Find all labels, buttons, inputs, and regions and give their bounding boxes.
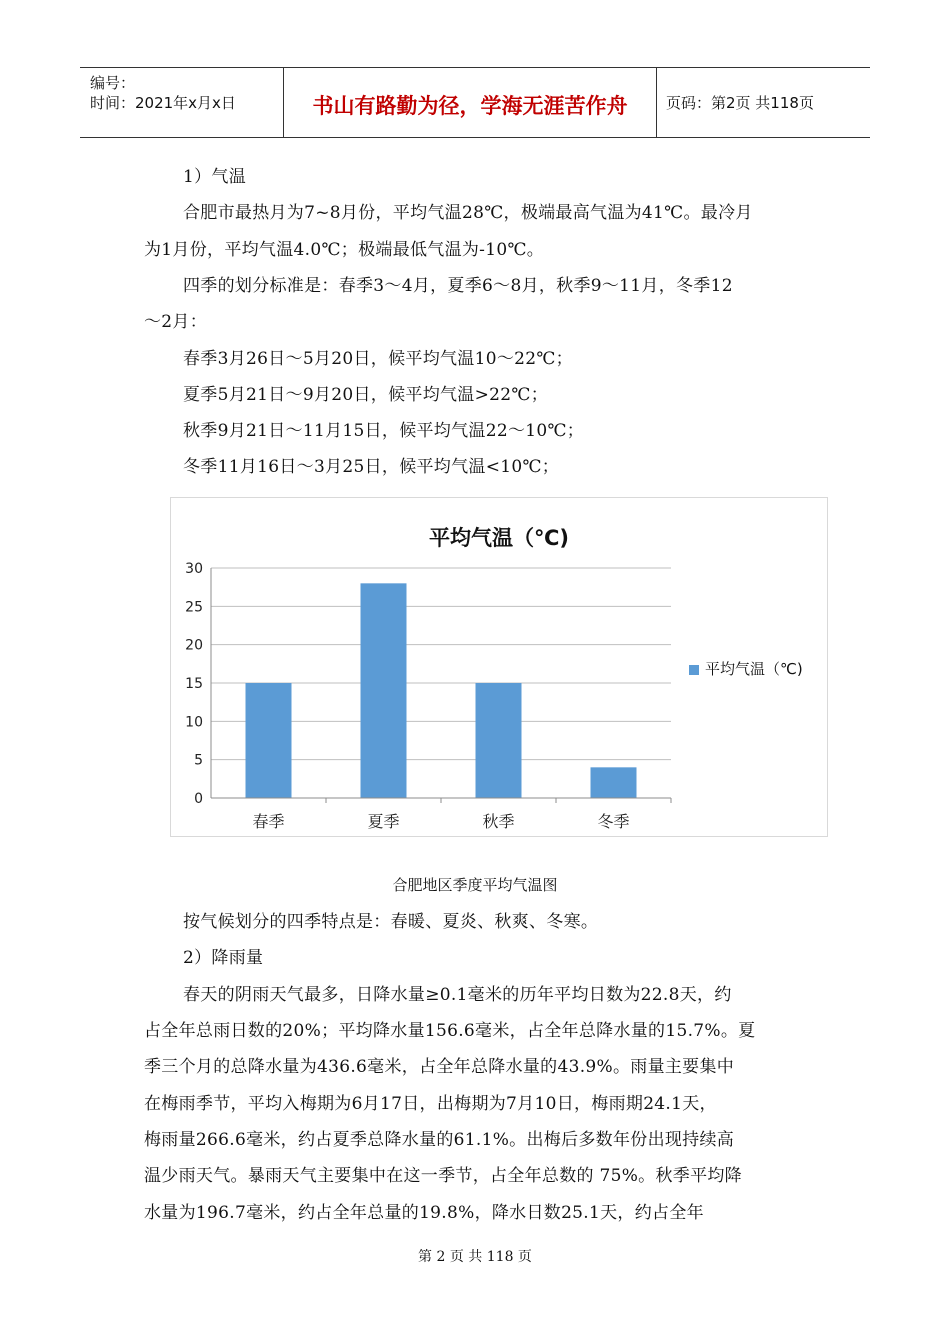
legend-swatch bbox=[689, 665, 699, 675]
season-line-winter: 冬季11月16日～3月25日，候平均气温<10℃； bbox=[183, 457, 560, 477]
y-tick-label: 0 bbox=[194, 791, 203, 807]
x-tick-label: 冬季 bbox=[597, 812, 630, 831]
chart-container bbox=[170, 497, 828, 837]
y-tick-label: 10 bbox=[185, 714, 203, 731]
paragraph-line: 梅雨量266.6毫米，约占夏季总降水量的61.1%。出梅后多数年份出现持续高 bbox=[144, 1130, 735, 1150]
bar-4 bbox=[591, 767, 637, 798]
chart-caption: 合肥地区季度平均气温图 bbox=[392, 876, 558, 894]
document-date-label: 时间：2021年x月x日 bbox=[90, 94, 236, 112]
paragraph-line: 季三个月的总降水量为436.6毫米，占全年总降水量的43.9%。雨量主要集中 bbox=[144, 1057, 735, 1077]
header-page-code: 页码：第2页 共118页 bbox=[666, 94, 814, 112]
x-tick-label: 春季 bbox=[252, 812, 285, 831]
y-tick-label: 5 bbox=[194, 752, 203, 769]
paragraph-line: 占全年总雨日数的20%；平均降水量156.6毫米，占全年总降水量的15.7%。夏 bbox=[144, 1021, 756, 1041]
document-number-label: 编号： bbox=[90, 74, 136, 92]
paragraph-line: ～2月： bbox=[144, 312, 208, 332]
bar-2 bbox=[361, 583, 407, 798]
bar-3 bbox=[476, 683, 522, 798]
y-tick-label: 25 bbox=[185, 599, 203, 616]
bar-1 bbox=[246, 683, 292, 798]
paragraph-line: 四季的划分标准是：春季3～4月，夏季6～8月，秋季9～11月，冬季12 bbox=[183, 276, 733, 296]
header-motto-cell bbox=[283, 68, 657, 137]
paragraph-line: 温少雨天气。暴雨天气主要集中在这一季节，占全年总数的 75%。秋季平均降 bbox=[144, 1166, 742, 1186]
paragraph-line: 按气候划分的四季特点是：春暖、夏炎、秋爽、冬寒。 bbox=[183, 912, 599, 932]
paragraph-line: 合肥市最热月为7~8月份，平均气温28℃，极端最高气温为41℃。最冷月 bbox=[183, 203, 753, 223]
x-tick-label: 夏季 bbox=[367, 812, 400, 831]
x-tick-label: 秋季 bbox=[482, 812, 515, 831]
section-heading-temperature: 1）气温 bbox=[183, 167, 247, 187]
chart-title: 平均气温（℃) bbox=[428, 526, 570, 550]
header-info-cell bbox=[80, 68, 283, 137]
season-line-summer: 夏季5月21日～9月20日，候平均气温>22℃； bbox=[183, 385, 548, 405]
chart-legend bbox=[689, 658, 803, 679]
page-footer: 第 2 页 共 118 页 bbox=[418, 1249, 532, 1265]
header-motto: 书山有路勤为径，学海无涯苦作舟 bbox=[312, 94, 628, 118]
y-tick-label: 30 bbox=[185, 561, 203, 577]
section-heading-rainfall: 2）降雨量 bbox=[183, 948, 264, 968]
season-line-autumn: 秋季9月21日～11月15日，候平均气温22～10℃； bbox=[183, 421, 585, 441]
paragraph-line: 水量为196.7毫米，约占全年总量的19.8%，降水日数25.1天，约占全年 bbox=[144, 1203, 704, 1223]
y-tick-label: 20 bbox=[185, 637, 203, 654]
document-header bbox=[80, 67, 870, 138]
y-tick-label: 15 bbox=[185, 676, 203, 692]
season-line-spring: 春季3月26日～5月20日，候平均气温10～22℃； bbox=[183, 349, 573, 369]
header-page-cell bbox=[656, 68, 870, 137]
paragraph-line: 为1月份，平均气温4.0℃；极端最低气温为-10℃。 bbox=[144, 240, 545, 260]
paragraph-line: 在梅雨季节，平均入梅期为6月17日，出梅期为7月10日，梅雨期24.1天， bbox=[144, 1094, 717, 1114]
legend-label: 平均气温（℃) bbox=[705, 660, 803, 678]
paragraph-line: 春天的阴雨天气最多，日降水量≥0.1毫米的历年平均日数为22.8天，约 bbox=[183, 985, 732, 1005]
